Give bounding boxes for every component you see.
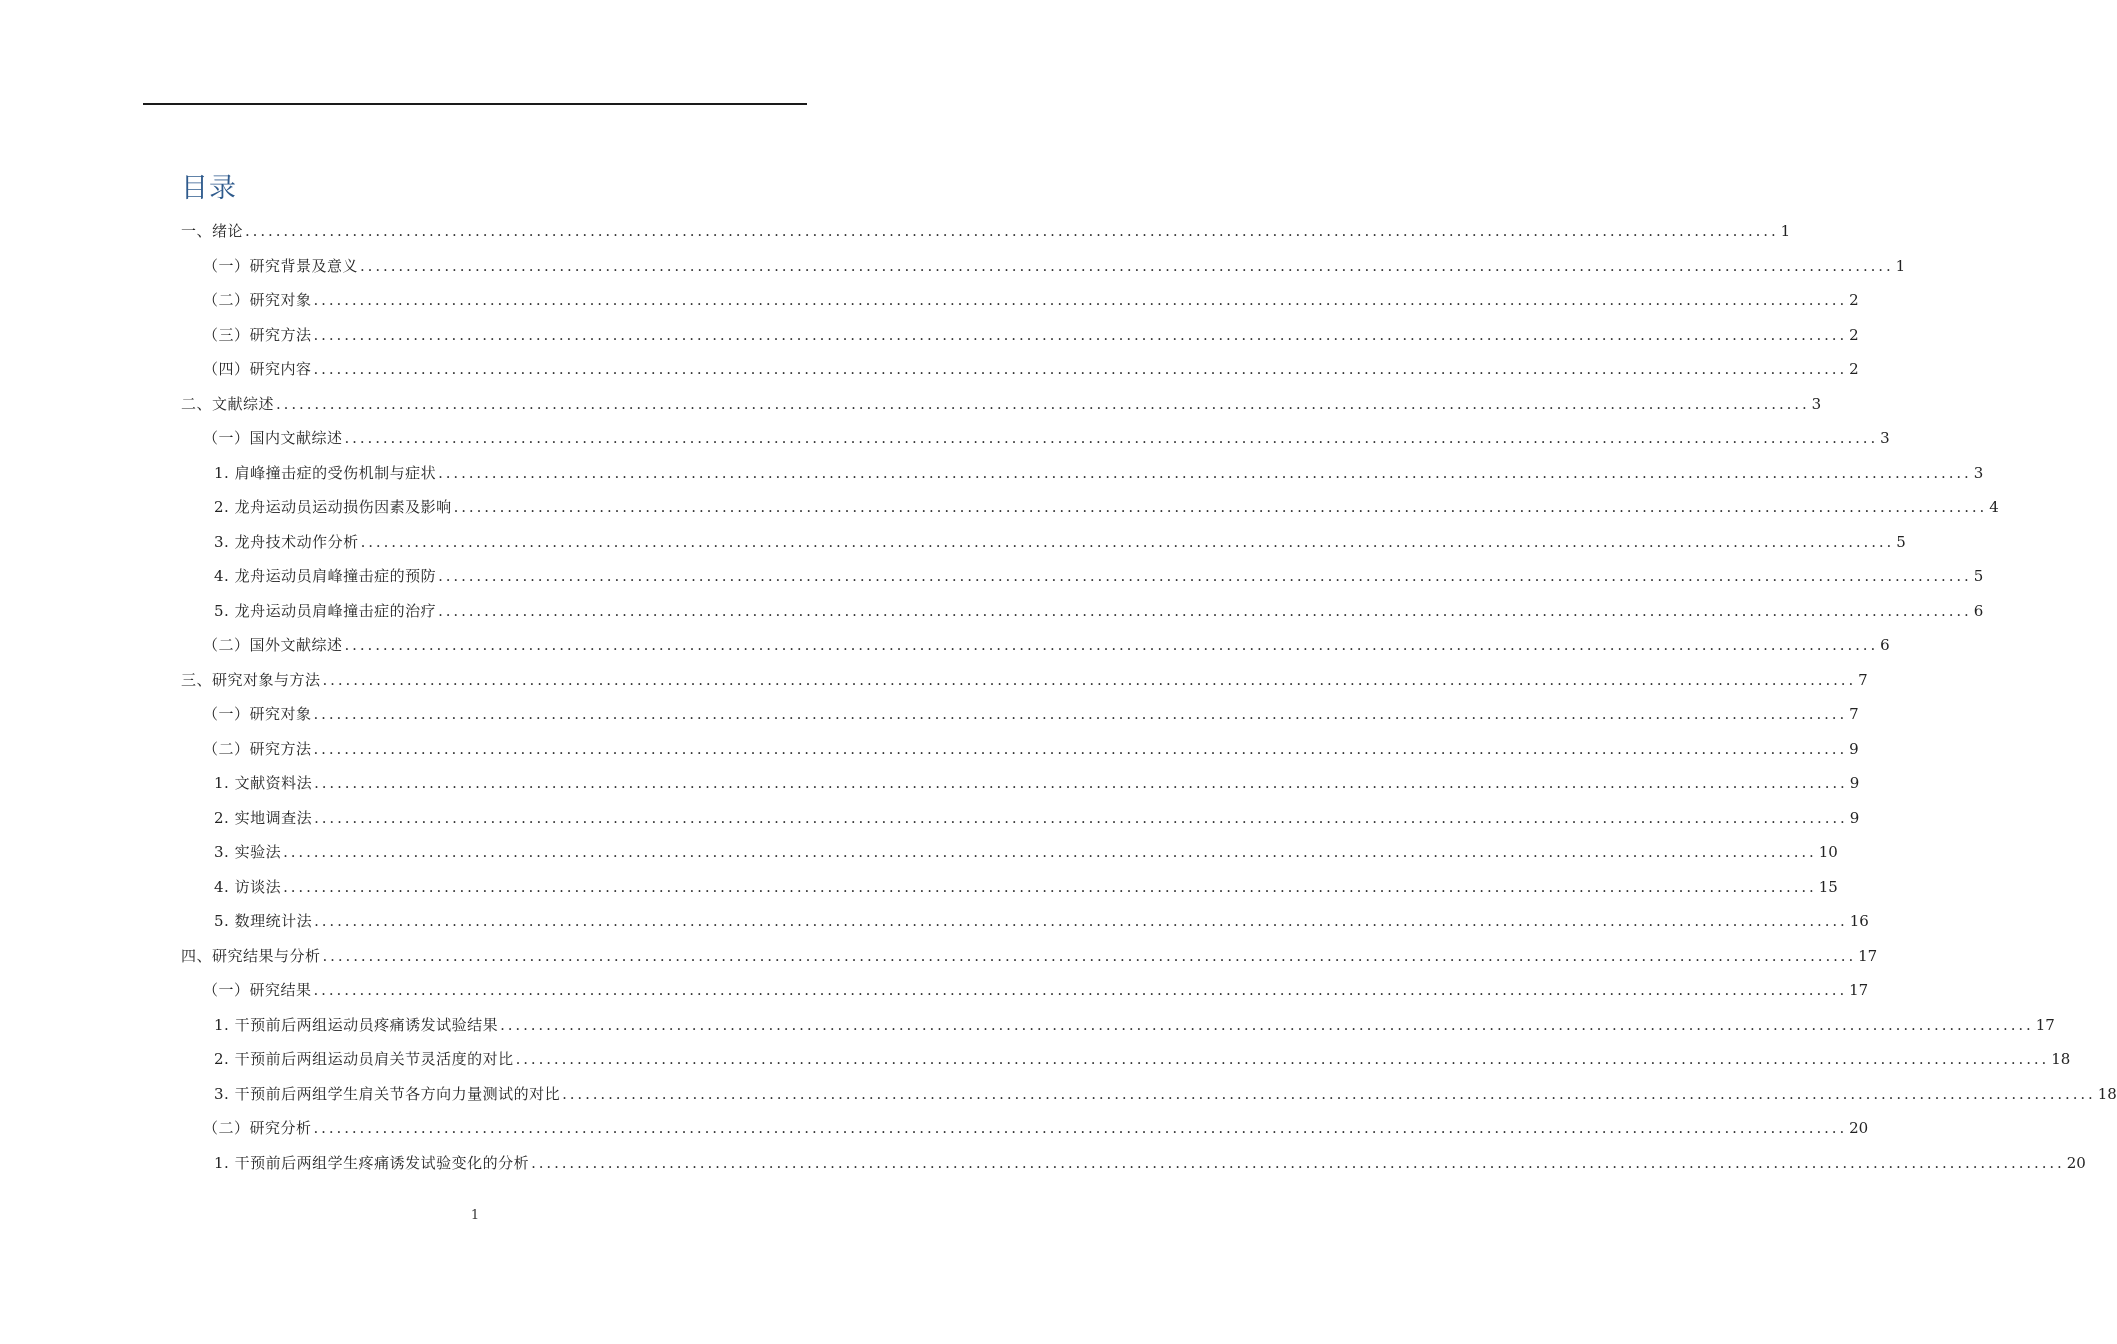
toc-dot-leader: ........................................................................................................................................................................................................ — [344, 429, 1879, 447]
toc-entry-page: 9 — [1849, 774, 1860, 792]
toc-entry-page: 17 — [1858, 946, 1878, 965]
toc-entry-page: 20 — [1849, 1119, 1869, 1137]
toc-entry-label: 三、研究对象与方法 — [181, 670, 321, 689]
toc-entry[interactable] — [214, 1006, 2055, 1036]
toc-entry[interactable] — [181, 937, 1878, 967]
toc-entry[interactable] — [214, 1075, 2117, 1105]
toc-entry[interactable] — [214, 868, 1838, 898]
toc-entry-page: 2 — [1849, 325, 1859, 344]
toc-dot-leader: ........................................................................................................................................................................................................ — [322, 946, 1857, 965]
toc-entry-label: 1. 肩峰撞击症的受伤机制与症状 — [214, 463, 437, 482]
page-footer-number: 1 — [470, 1208, 480, 1223]
toc-entry-page: 6 — [1973, 601, 1984, 620]
toc-entry[interactable] — [203, 626, 1890, 656]
toc-entry[interactable] — [214, 833, 1838, 863]
toc-entry-page: 1 — [1780, 222, 1791, 240]
toc-entry-page: 17 — [1849, 981, 1869, 999]
toc-dot-leader: ........................................................................................................................................................................................................ — [314, 912, 1848, 930]
toc-entry-page: 18 — [2097, 1084, 2117, 1103]
toc-entry-label: 二、文献综述 — [181, 394, 275, 413]
toc-entry-label: 5. 龙舟运动员肩峰撞击症的治疗 — [214, 601, 437, 620]
toc-entry[interactable] — [214, 523, 1906, 553]
toc-entry-page: 4 — [1989, 498, 1999, 516]
toc-entry-page: 15 — [1818, 877, 1838, 896]
toc-entry[interactable] — [203, 730, 1859, 760]
toc-entry-label: （一）研究背景及意义 — [203, 256, 359, 275]
toc-entry[interactable] — [203, 281, 1859, 311]
toc-dot-leader: ........................................................................................................................................................................................................ — [313, 291, 1848, 309]
toc-entry[interactable] — [214, 488, 1999, 518]
toc-entry-page: 9 — [1849, 808, 1860, 827]
toc-entry-label: （一）研究结果 — [203, 981, 312, 999]
toc-entry-label: （二）研究分析 — [203, 1119, 312, 1137]
toc-entry-page: 5 — [1973, 567, 1984, 585]
toc-entry[interactable] — [203, 1109, 1869, 1139]
toc-entry-page: 2 — [1849, 360, 1859, 378]
toc-dot-leader: ........................................................................................................................................................................................................ — [438, 463, 1972, 482]
toc-title: 目录 — [181, 173, 237, 204]
toc-entry-label: 1. 干预前后两组学生疼痛诱发试验变化的分析 — [214, 1153, 530, 1172]
toc-entry[interactable] — [203, 316, 1859, 346]
toc-entry[interactable] — [214, 1040, 2071, 1070]
header-rule — [143, 103, 807, 105]
toc-entry[interactable] — [181, 212, 1791, 242]
toc-entry-page: 2 — [1849, 291, 1859, 309]
toc-entry-page: 5 — [1896, 532, 1906, 551]
toc-entry-label: 四、研究结果与分析 — [181, 946, 321, 965]
toc-entry[interactable] — [203, 350, 1859, 380]
toc-entry-label: 1. 干预前后两组运动员疼痛诱发试验结果 — [214, 1015, 499, 1034]
toc-entry-label: 2. 实地调查法 — [214, 808, 313, 827]
toc-entry[interactable] — [181, 385, 1822, 415]
toc-dot-leader: ........................................................................................................................................................................................................ — [360, 256, 1894, 275]
toc-dot-leader: ........................................................................................................................................................................................................ — [438, 567, 1972, 585]
toc-dot-leader: ........................................................................................................................................................................................................ — [245, 222, 1779, 240]
toc-entry-label: 3. 实验法 — [214, 843, 282, 861]
toc-entry-label: 一、绪论 — [181, 222, 244, 240]
toc-dot-leader: ........................................................................................................................................................................................................ — [500, 1015, 2034, 1034]
toc-dot-leader: ........................................................................................................................................................................................................ — [313, 705, 1848, 723]
toc-entry-label: （三）研究方法 — [203, 325, 312, 344]
toc-dot-leader: ........................................................................................................................................................................................................ — [344, 636, 1879, 654]
toc-entry[interactable] — [181, 661, 1868, 691]
toc-entry-page: 3 — [1811, 394, 1822, 413]
toc-entry-page: 9 — [1849, 739, 1859, 758]
toc-entry[interactable] — [214, 764, 1860, 794]
toc-entry[interactable] — [214, 592, 1984, 622]
toc-dot-leader: ........................................................................................................................................................................................................ — [531, 1153, 2065, 1172]
toc-entry-label: 2. 干预前后两组运动员肩关节灵活度的对比 — [214, 1050, 514, 1068]
toc-entry-label: 5. 数理统计法 — [214, 912, 313, 930]
toc-entry[interactable] — [203, 247, 1906, 277]
toc-entry[interactable] — [203, 419, 1890, 449]
toc-entry[interactable] — [214, 454, 1984, 484]
toc-entry-label: 3. 龙舟技术动作分析 — [214, 532, 359, 551]
toc-dot-leader: ........................................................................................................................................................................................................ — [438, 601, 1972, 620]
toc-dot-leader: ........................................................................................................................................................................................................ — [283, 877, 1817, 896]
toc-dot-leader: ........................................................................................................................................................................................................ — [313, 360, 1848, 378]
toc-dot-leader: ........................................................................................................................................................................................................ — [515, 1050, 2050, 1068]
toc-entry-page: 16 — [1849, 912, 1869, 930]
toc-dot-leader: ........................................................................................................................................................................................................ — [562, 1084, 2096, 1103]
toc-entry-label: 4. 访谈法 — [214, 877, 282, 896]
toc-entry-page: 17 — [2035, 1015, 2055, 1034]
toc-entry-page: 1 — [1895, 256, 1906, 275]
toc-entry[interactable] — [214, 557, 1984, 587]
toc-entry-label: （四）研究内容 — [203, 360, 312, 378]
toc-dot-leader: ........................................................................................................................................................................................................ — [314, 808, 1848, 827]
toc-entry-label: （二）研究对象 — [203, 291, 312, 309]
toc-dot-leader: ........................................................................................................................................................................................................ — [276, 394, 1810, 413]
toc-entry-label: 1. 文献资料法 — [214, 774, 313, 792]
toc-entry-label: （二）研究方法 — [203, 739, 312, 758]
toc-entry-label: （一）国内文献综述 — [203, 429, 343, 447]
toc-entry-page: 7 — [1858, 670, 1868, 689]
toc-entry-label: （二）国外文献综述 — [203, 636, 343, 654]
toc-dot-leader: ........................................................................................................................................................................................................ — [453, 498, 1988, 516]
toc-entry-page: 3 — [1973, 463, 1984, 482]
toc-dot-leader: ........................................................................................................................................................................................................ — [314, 774, 1848, 792]
toc-entry-label: （一）研究对象 — [203, 705, 312, 723]
toc-dot-leader: ........................................................................................................................................................................................................ — [313, 325, 1848, 344]
toc-entry-label: 2. 龙舟运动员运动损伤因素及影响 — [214, 498, 452, 516]
toc-entry[interactable] — [214, 902, 1869, 932]
toc-entry-page: 7 — [1849, 705, 1859, 723]
toc-entry-page: 10 — [1818, 843, 1838, 861]
toc-entry-page: 20 — [2066, 1153, 2086, 1172]
toc-entry-label: 3. 干预前后两组学生肩关节各方向力量测试的对比 — [214, 1084, 561, 1103]
toc-dot-leader: ........................................................................................................................................................................................................ — [313, 981, 1848, 999]
toc-dot-leader: ........................................................................................................................................................................................................ — [283, 843, 1817, 861]
toc-entry-page: 3 — [1880, 429, 1890, 447]
toc-entry-page: 18 — [2051, 1050, 2071, 1068]
toc-entry-page: 6 — [1880, 636, 1890, 654]
toc-entry[interactable] — [214, 799, 1860, 829]
toc-dot-leader: ........................................................................................................................................................................................................ — [313, 739, 1848, 758]
toc-entry[interactable] — [203, 695, 1859, 725]
toc-entry-label: 4. 龙舟运动员肩峰撞击症的预防 — [214, 567, 437, 585]
toc-entry[interactable] — [214, 1144, 2086, 1174]
toc-entry[interactable] — [203, 971, 1869, 1001]
toc-dot-leader: ........................................................................................................................................................................................................ — [322, 670, 1857, 689]
toc-dot-leader: ........................................................................................................................................................................................................ — [360, 532, 1895, 551]
toc-dot-leader: ........................................................................................................................................................................................................ — [313, 1119, 1848, 1137]
